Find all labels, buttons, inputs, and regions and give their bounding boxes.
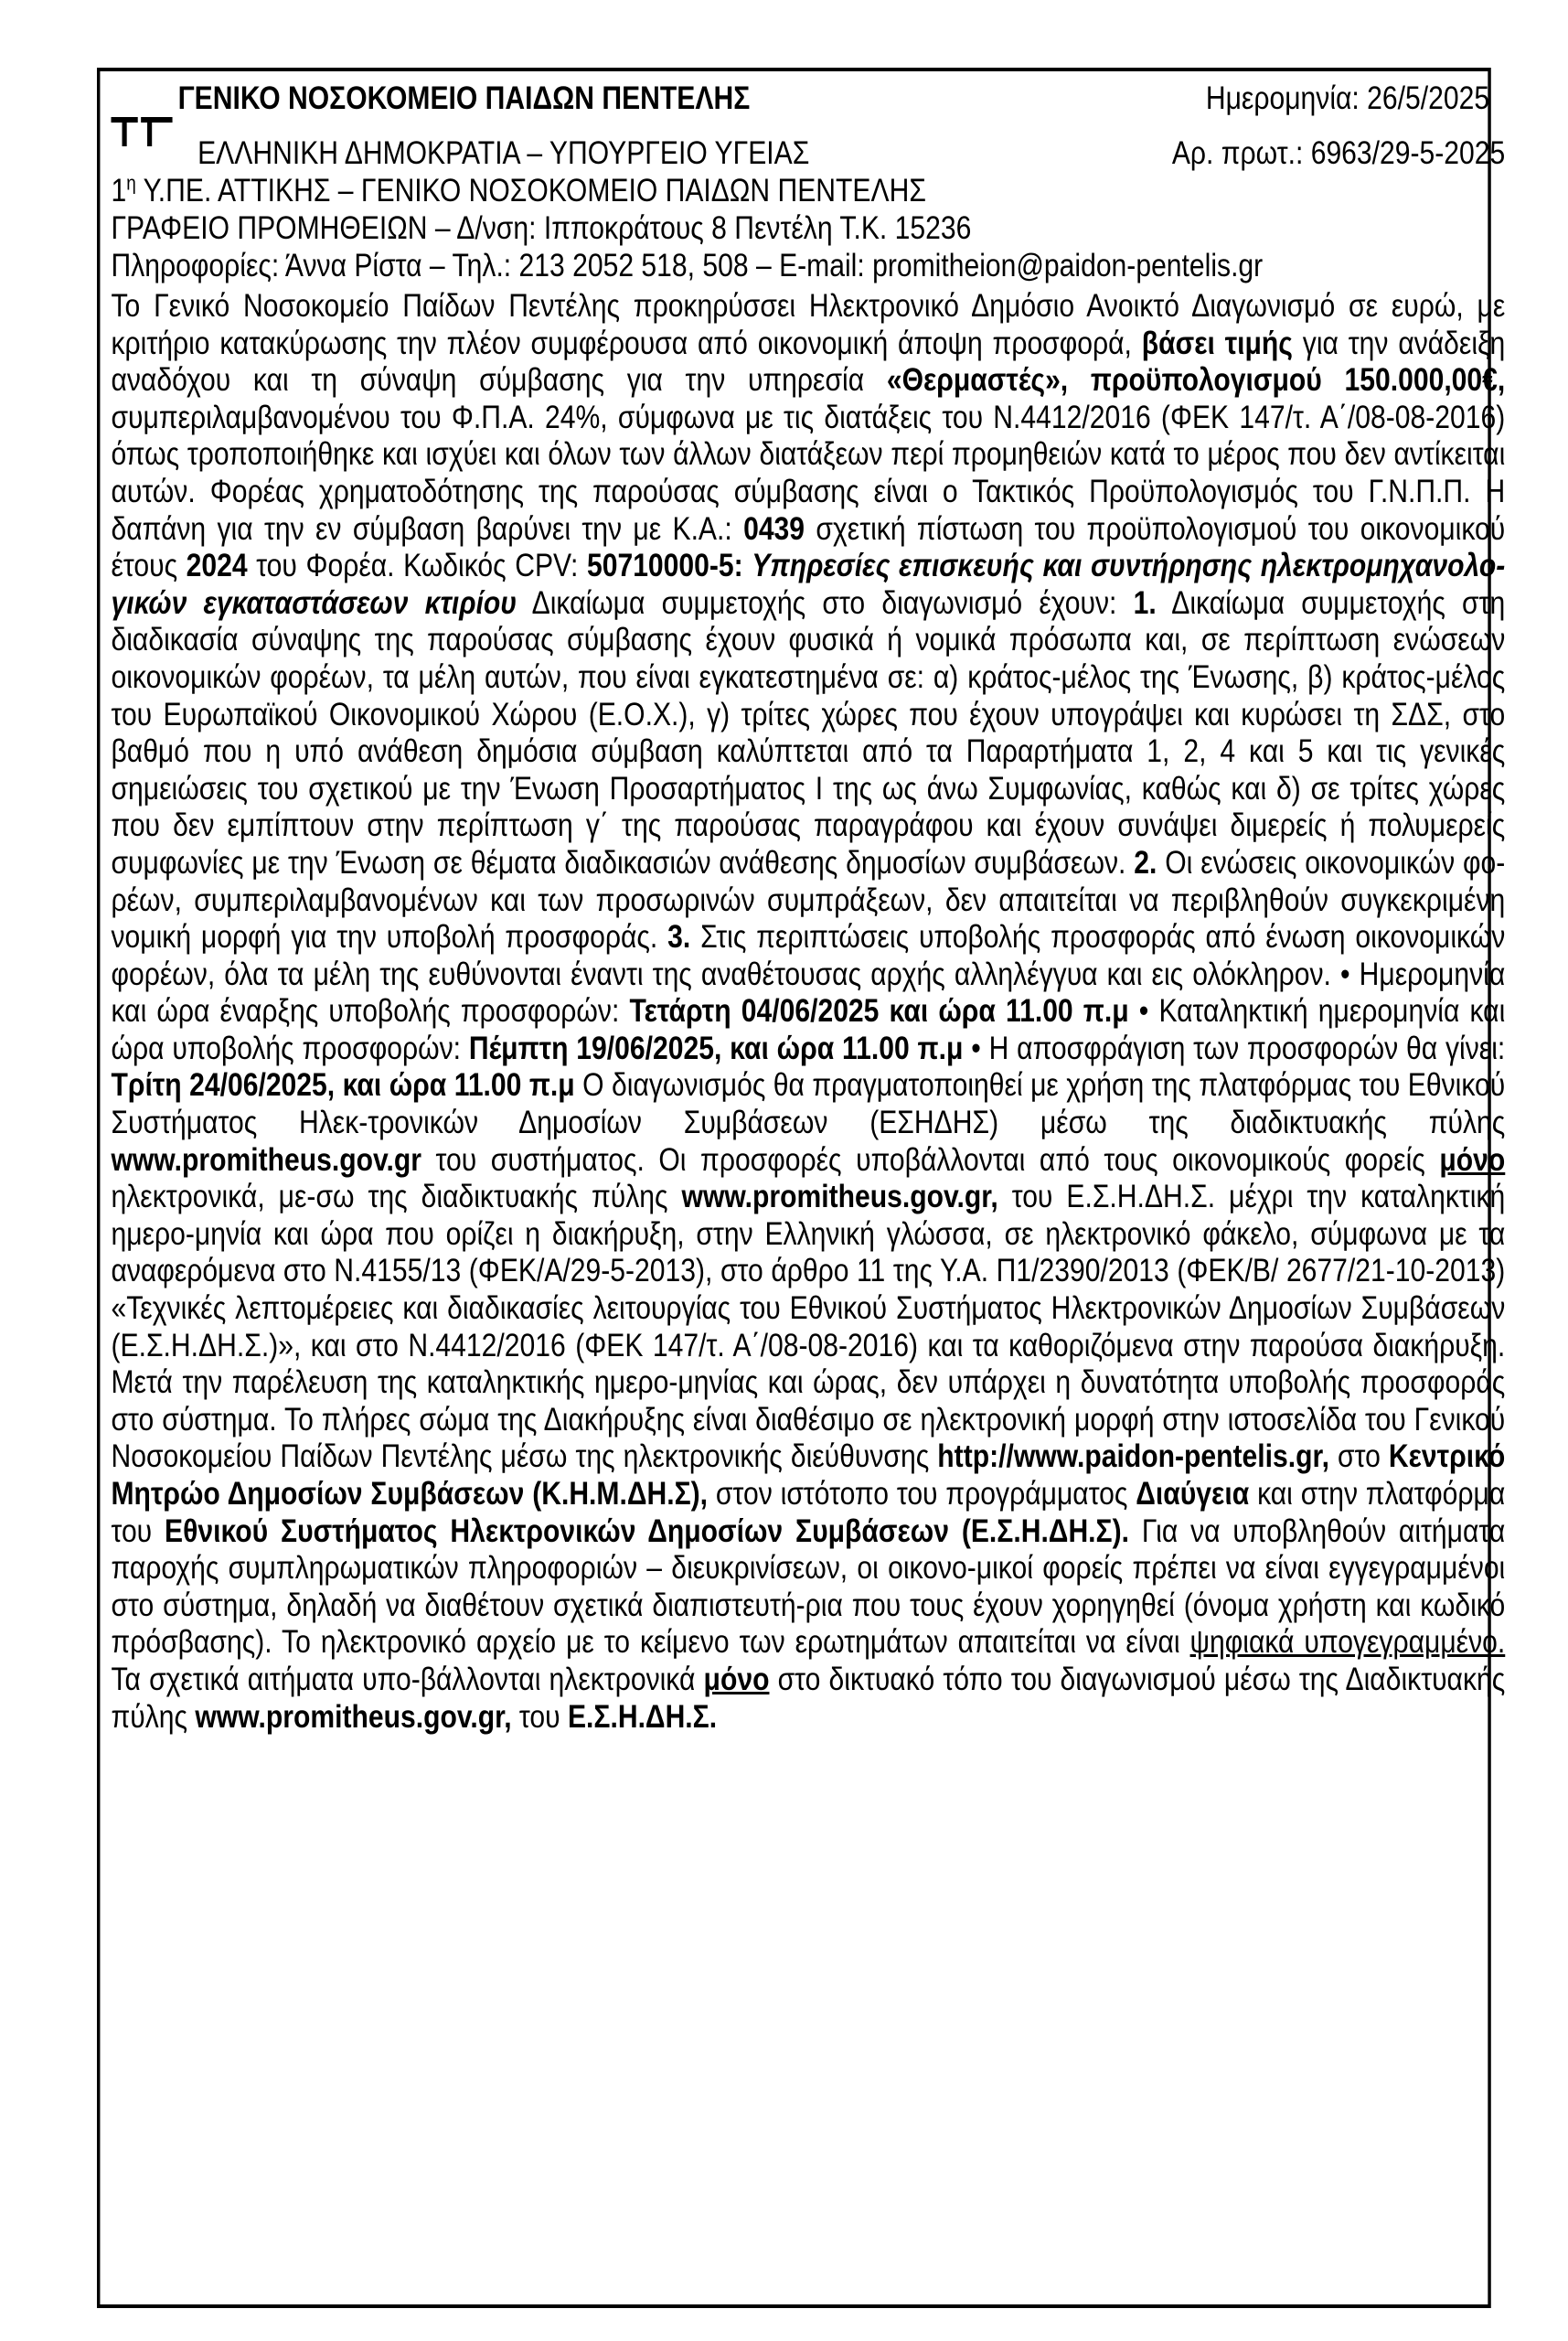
body-run: Εθνικού Συστήματος Ηλεκτρονικών Δημοσίων Συμβάσεων (Ε.Σ.Η.ΔΗ.Σ). bbox=[165, 1513, 1129, 1549]
body-run: Κεντρικό Μητρώο Δημοσίων Συμβάσεων (Κ.Η.Μ.ΔΗ.Σ), bbox=[111, 1438, 1506, 1512]
notice-date: Ημερομηνία: 26/5/2025 bbox=[1205, 80, 1490, 116]
body-run: 2024 bbox=[186, 548, 248, 584]
body-run: στον ιστότοπο του προγράμματος bbox=[708, 1476, 1136, 1512]
body-run: Δικαίωμα συμμετοχής στο διαγωνισμό έχουν: bbox=[517, 584, 1134, 621]
body-run: του συστήματος. Οι προσφορές υποβάλλονται από τους οικονομικούς φορείς bbox=[421, 1141, 1440, 1178]
procurement-office-line: ΓΡΑΦΕΙΟ ΠΡΟΜΗΘΕΙΩΝ – Δ/νση: Ιπποκράτους 8 Πεντέλη Τ.Κ. 15236 bbox=[111, 210, 972, 246]
body-run: www.promitheus.gov.gr, bbox=[195, 1698, 512, 1735]
body-run: Τετάρτη 04/06/2025 και ώρα 11.00 π.μ bbox=[629, 993, 1129, 1030]
body-run: ψηφιακά υπογεγραμμένο. bbox=[1189, 1624, 1506, 1661]
header-row-2 bbox=[111, 115, 1505, 172]
body-run: του Ε.Σ.Η.ΔΗ.Σ. μέχρι την καταληκτική ημερο-μηνία και ώρα που ορίζει η διακήρυξη, στην Ελληνική γλώσσα, σε ηλεκτρονικό φάκελο, σύμφωνα με τα αναφερόμενα στο Ν.4155/13 (ΦΕΚ/Α/29-5-2013), στο άρθρο 11 της Υ.Α. Π1/2390/2013 (ΦΕΚ/Β/ 2677/21-10-2013) «Τεχνικές λεπτομέρειες και διαδικασίες λειτουργίας του Εθνικού Συστήματος Ηλεκτρονικών Δημοσίων Συμβάσεων (Ε.Σ.Η.ΔΗ.Σ.)», και στο Ν.4412/2016 (ΦΕΚ 147/τ. Α΄/08-08-2016) και τα καθοριζόμενα στην παρούσα διακήρυξη. Μετά την παρέλευση της καταληκτικής ημερο-μηνίας και ώρας, δεν υπάρχει η δυνατότητα υποβολής προσφοράς στο σύστημα. Το πλήρες σώμα της Διακήρυξης είναι διαθέσιμο σε ηλεκτρονική μορφή στην ιστοσελίδα του Γενικού Νοσοκομείου Παίδων Πεντέλης μέσω της ηλεκτρονικής διεύθυνσης bbox=[111, 1179, 1506, 1475]
republic-ministry: ΕΛΛΗΝΙΚΗ ΔΗΜΟΚΡΑΤΙΑ – ΥΠΟΥΡΓΕΙΟ ΥΓΕΙΑΣ bbox=[197, 135, 810, 171]
body-run: Στις περιπτώσεις υποβολής προσφοράς από ένωση οικονομικών φορέων, όλα τα μέλη της ευθύνονται έναντι της αναθέτουσας αρχής αλληλέγγυα και εις ολόκληρον. • Ημερομηνία και ώρα έναρξης υποβολής προσφορών: bbox=[111, 919, 1506, 1030]
body-run: Το Γενικό Νοσοκομείο Παίδων Πεντέλης προκηρύσσει Ηλεκτρονικό Δημόσιο Ανοικτό Διαγωνισμό σε ευρώ, με κριτήριο κατακύρωσης την πλέον συμφέρουσα από οικονομική άποψη προσφορά, bbox=[111, 288, 1506, 361]
body-run: • Η αποσφράγιση των προσφορών θα γίνει: bbox=[963, 1030, 1506, 1066]
health-region-line: $1^\eta$ Υ.ΠΕ. ΑΤΤΙΚΗΣ – ΓΕΝΙΚΟ ΝΟΣΟΚΟΜΕΙΟ ΠΑΙΔΩΝ ΠΕΝΤΕΛΗΣ bbox=[111, 171, 926, 208]
body-run: www.promitheus.gov.gr bbox=[111, 1141, 421, 1178]
body-run: και στην πλατφόρμα του bbox=[111, 1476, 1506, 1549]
body-run: Τρίτη 24/06/2025, και ώρα 11.00 π.μ bbox=[111, 1067, 575, 1104]
body-run: μόνο bbox=[703, 1661, 770, 1697]
body-run: Ε.Σ.Η.ΔΗ.Σ. bbox=[567, 1698, 718, 1735]
contact-info-line: Πληροφορίες: Άννα Ρίστα – Τηλ.: 213 2052 518, 508 – E-mail: promitheion@paidon-pentelis.gr bbox=[111, 248, 1264, 283]
body-run: Πέμπτη 19/06/2025, και ώρα 11.00 π.μ bbox=[468, 1030, 964, 1066]
hospital-logo-icon bbox=[111, 115, 187, 172]
body-run: μόνο bbox=[1439, 1141, 1506, 1178]
body-run: http://www.paidon-pentelis.gr, bbox=[937, 1438, 1329, 1475]
body-run: Τα σχετικά αιτήματα υπο-βάλλονται ηλεκτρονικά bbox=[111, 1661, 704, 1697]
body-run: 3. bbox=[667, 919, 691, 956]
body-run: Υπηρεσίες επισκευής και συντήρησης ηλεκτρομηχανολογικών εγκαταστάσεων κτιρίου bbox=[111, 548, 1506, 621]
body-run: του bbox=[511, 1698, 568, 1735]
body-run: ηλεκτρονικά, με-σω της διαδικτυακής πύλης bbox=[111, 1179, 682, 1215]
body-run: 2. bbox=[1134, 844, 1157, 881]
body-run: «Θερμαστές», προϋπολογισμού 150.000,00€, bbox=[886, 362, 1506, 399]
body-run: 50710000-5: bbox=[586, 548, 743, 584]
notice-body-text bbox=[111, 288, 1505, 1736]
body-run: στο bbox=[1328, 1438, 1389, 1475]
body-run: Οι ενώσεις οικονομικών φορέων, συμπεριλαμβανομένων και των προσωρινών συμπράξεων, δεν απαιτείται να περιβληθούν συγκεκριμένη νομική μορφή για την υποβολή προσφοράς. bbox=[111, 844, 1506, 956]
body-run: 0439 bbox=[743, 510, 805, 547]
body-run: Ο διαγωνισμός θα πραγματοποιηθεί με χρήση της πλατφόρμας του Εθνικού Συστήματος Ηλεκ-τρονικών Δημοσίων Συμβάσεων (ΕΣΗΔΗΣ) μέσω της διαδικτυακής πύλης bbox=[111, 1067, 1506, 1141]
body-run: Για να υποβληθούν αιτήματα παροχής συμπληρωματικών πληροφοριών – διευκρινίσεων, οι οικονο-μικοί φορείς πρέπει να είναι εγγεγραμμένοι στο σύστημα, δηλαδή να διαθέτουν σχετικά διαπιστευτή-ρια που τους έχουν χορηγηθεί (όνομα χρήστη και κωδικό πρόσβασης). Το ηλεκτρονικό αρχείο με το κείμενο των ερωτημάτων απαιτείται να είναι bbox=[111, 1513, 1506, 1661]
body-run: • Καταληκτική ημερομηνία και ώρα υποβολής προσφορών: bbox=[111, 993, 1506, 1066]
body-run: Διαύγεια bbox=[1136, 1476, 1250, 1512]
body-run: www.promitheus.gov.gr, bbox=[681, 1179, 998, 1215]
body-run: για την ανάδειξη αναδόχου και τη σύναψη σύμβασης για την υπηρεσία bbox=[111, 325, 1506, 399]
body-run: συμπεριλαμβανομένου του Φ.Π.Α. 24%, σύμφωνα με τις διατάξεις του Ν.4412/2016 (ΦΕΚ 147/τ. Α΄/08-08-2016) όπως τροποποιήθηκε και ισχύει και όλων των άλλων διατάξεων περί προμηθειών κατά το μέρος που δεν αντίκειται αυτών. Φορέας χρηματοδότησης της παρούσας σύμβασης είναι ο Τακτικός Προϋπολογισμός του Γ.Ν.Π.Π. Η δαπάνη για την εν σύμβαση βαρύνει την με Κ.Α.: bbox=[111, 399, 1506, 547]
body-run: 1. bbox=[1133, 584, 1157, 621]
body-run: σχετική πίστωση του προϋπολογισμού του οικονομικού έτους bbox=[111, 510, 1506, 584]
hospital-name: ΓΕΝΙΚΟ ΝΟΣΟΚΟΜΕΙΟ ΠΑΙΔΩΝ ΠΕΝΤΕΛΗΣ bbox=[177, 80, 751, 116]
body-run: στο δικτυακό τόπο του διαγωνισμού μέσω της Διαδικτυακής πύλης bbox=[111, 1661, 1506, 1735]
body-run: του Φορέα. Κωδικός CPV: bbox=[247, 548, 587, 584]
header-row-1 bbox=[111, 80, 1505, 117]
protocol-number: Αρ. πρωτ.: 6963/29-5-2025 bbox=[1171, 135, 1506, 171]
body-run: Δικαίωμα συμμετοχής στη διαδικασία σύναψης της παρούσας σύμβασης έχουν φυσικά ή νομικά πρόσωπα και, σε περίπτωση ενώσεων οικονομικών φορέων, τα μέλη αυτών, που είναι εγκατεστημένα σε: α) κράτος-μέλος της Ένωσης, β) κράτος-μέλος του Ευρωπαϊκού Οικονομικού Χώρου (Ε.Ο.Χ.), γ) τρίτες χώρες που έχουν υπογράψει και κυρώσει τη ΣΔΣ, στο βαθμό που η υπό ανάθεση δημόσια σύμβαση καλύπτεται από τα Παραρτήματα 1, 2, 4 και 5 και τις γενικές σημειώσεις του σχετικού με την Ένωση Προσαρτήματος Ι της ως άνω Συμφωνίας, καθώς και δ) σε τρίτες χώρες που δεν εμπίπτουν στην περίπτωση γ΄ της παρούσας παραγράφου και έχουν συνάψει διμερείς ή πολυμερείς συμφωνίες με την Ένωση σε θέματα διαδικασιών ανάθεσης δημοσίων συμβάσεων. bbox=[111, 584, 1506, 881]
body-run: βάσει τιμής bbox=[1141, 325, 1293, 361]
notice-frame bbox=[97, 68, 1506, 2308]
